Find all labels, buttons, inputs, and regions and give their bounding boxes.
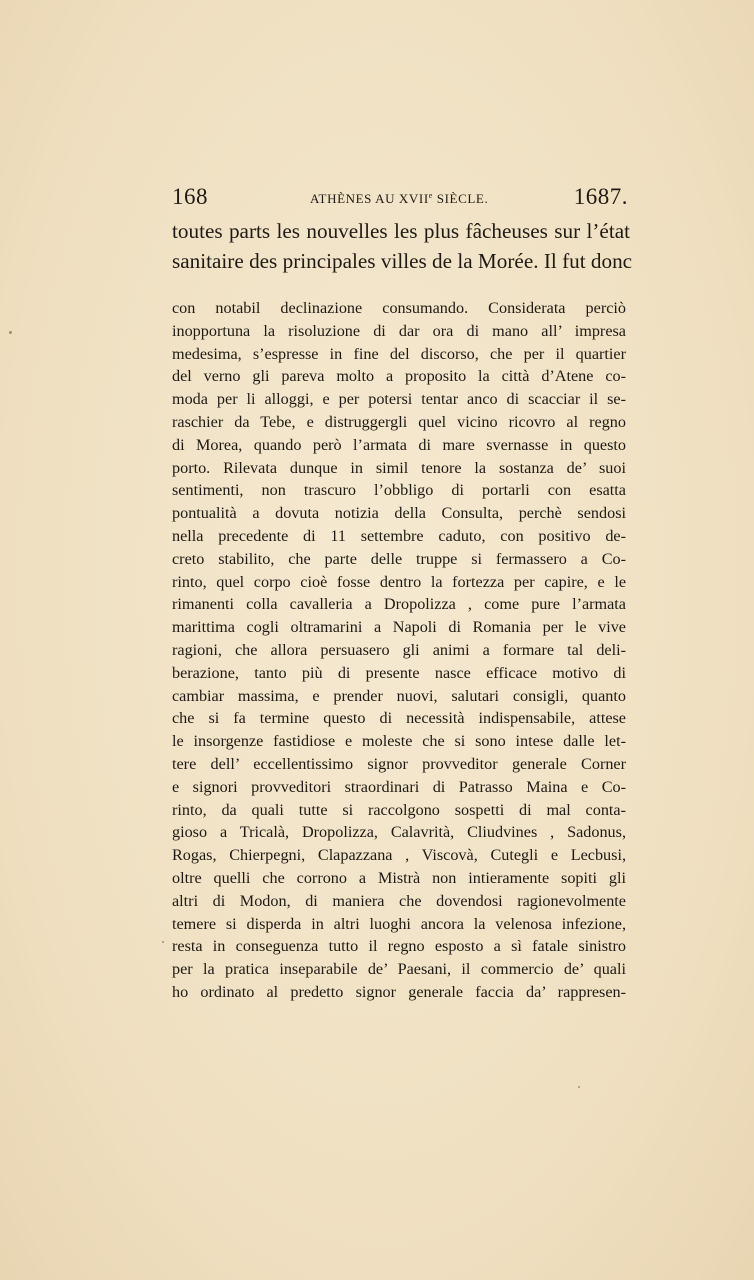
running-head bbox=[172, 184, 628, 218]
italian-line: marittima cogli oltramarini a Napoli di Romania per le vive bbox=[172, 618, 626, 637]
italian-line: rinto, quel corpo cioè fosse dentro la fortezza per capire, e le bbox=[172, 572, 626, 591]
italian-line: rinto, da quali tutte si raccolgono sospetti di mal conta- bbox=[172, 800, 626, 819]
italian-line: creto stabilito, che parte delle truppe si fermassero a Co- bbox=[172, 549, 626, 568]
italian-line: moda per li alloggi, e per potersi tentar anco di scacciar il se- bbox=[172, 390, 626, 409]
italian-line: con notabil declinazione consumando. Considerata perciò bbox=[172, 299, 626, 317]
french-line: sanitaire des principales villes de la Morée. Il fut donc bbox=[172, 249, 633, 273]
italian-line: e signori provveditori straordinari di Patrasso Maina e Co- bbox=[172, 777, 626, 796]
running-title-main: ATHÈNES AU XVII bbox=[310, 191, 429, 206]
italian-line: cambiar massima, e prender nuovi, salutari consigli, quanto bbox=[172, 686, 626, 705]
italian-line: Rogas, Chierpegni, Clapazzana , Viscovà, Cutegli e Lecbusi, bbox=[172, 846, 626, 865]
french-line: toutes parts les nouvelles les plus fâcheuses sur l’état bbox=[172, 219, 630, 243]
italian-line: nella precedente di 11 settembre caduto, con positivo de- bbox=[172, 526, 626, 545]
italian-line: ho ordinato al predetto signor generale faccia da’ rappresen- bbox=[172, 982, 626, 1001]
italian-line: rimanenti colla cavalleria a Dropolizza , come pure l’armata bbox=[172, 595, 626, 614]
italian-line: ragioni, che allora persuasero gli animi a formare tal deli- bbox=[172, 640, 626, 659]
italian-line: pontualità a dovuta notizia della Consulta, perchè sendosi bbox=[172, 504, 626, 523]
italian-quotation bbox=[172, 297, 626, 1004]
italian-line: altri di Modon, di maniera che dovendosi ragionevolmente bbox=[172, 891, 626, 910]
italian-line: tere dell’ eccellentissimo signor provveditor generale Corner bbox=[172, 754, 626, 773]
italian-line: porto. Rilevata dunque in simil tenore la sostanza de’ suoi bbox=[172, 458, 626, 477]
paper-speck bbox=[162, 941, 164, 943]
italian-line: che si fa termine questo di necessità indispensabile, attese bbox=[172, 709, 626, 728]
running-head-year: 1687. bbox=[573, 184, 628, 209]
italian-line: berazione, tanto più di presente nasce efficace motivo di bbox=[172, 663, 626, 682]
italian-line: inopportuna la risoluzione di dar ora di mano all’ impresa bbox=[172, 321, 626, 340]
italian-line: del verno gli pareva molto a proposito la città d’Atene co- bbox=[172, 367, 626, 386]
italian-line: sentimenti, non trascuro l’obbligo di portarli con esatta bbox=[172, 481, 626, 500]
italian-line: oltre quelli che corrono a Mistrà non intieramente sopiti gli bbox=[172, 868, 626, 887]
italian-line: le insorgenze fastidiose e moleste che si sono intese dalle let- bbox=[172, 732, 626, 751]
paper-speck bbox=[9, 331, 12, 334]
running-title bbox=[310, 191, 488, 207]
running-title-superscript: e bbox=[428, 191, 433, 200]
italian-line: raschier da Tebe, e distruggergli quel vicino ricovro al regno bbox=[172, 412, 626, 431]
paper-speck bbox=[578, 1086, 580, 1088]
italian-line: gioso a Tricalà, Dropolizza, Calavrità, Cliudvines , Sadonus, bbox=[172, 823, 626, 842]
page-number: 168 bbox=[172, 184, 208, 209]
running-title-end: SIÈCLE. bbox=[432, 191, 489, 206]
italian-line: medesima, s’espresse in fine del discorso, che per il quartier bbox=[172, 344, 626, 363]
italian-line: resta in conseguenza tutto il regno esposto a sì fatale sinistro bbox=[172, 937, 626, 956]
italian-line: per la pratica inseparabile de’ Paesani, il commercio de’ quali bbox=[172, 960, 626, 979]
french-paragraph bbox=[172, 216, 633, 276]
italian-line: di Morea, quando però l’armata di mare svernasse in questo bbox=[172, 435, 626, 454]
italian-line: temere si disperda in altri luoghi ancora la velenosa infezione, bbox=[172, 914, 626, 933]
